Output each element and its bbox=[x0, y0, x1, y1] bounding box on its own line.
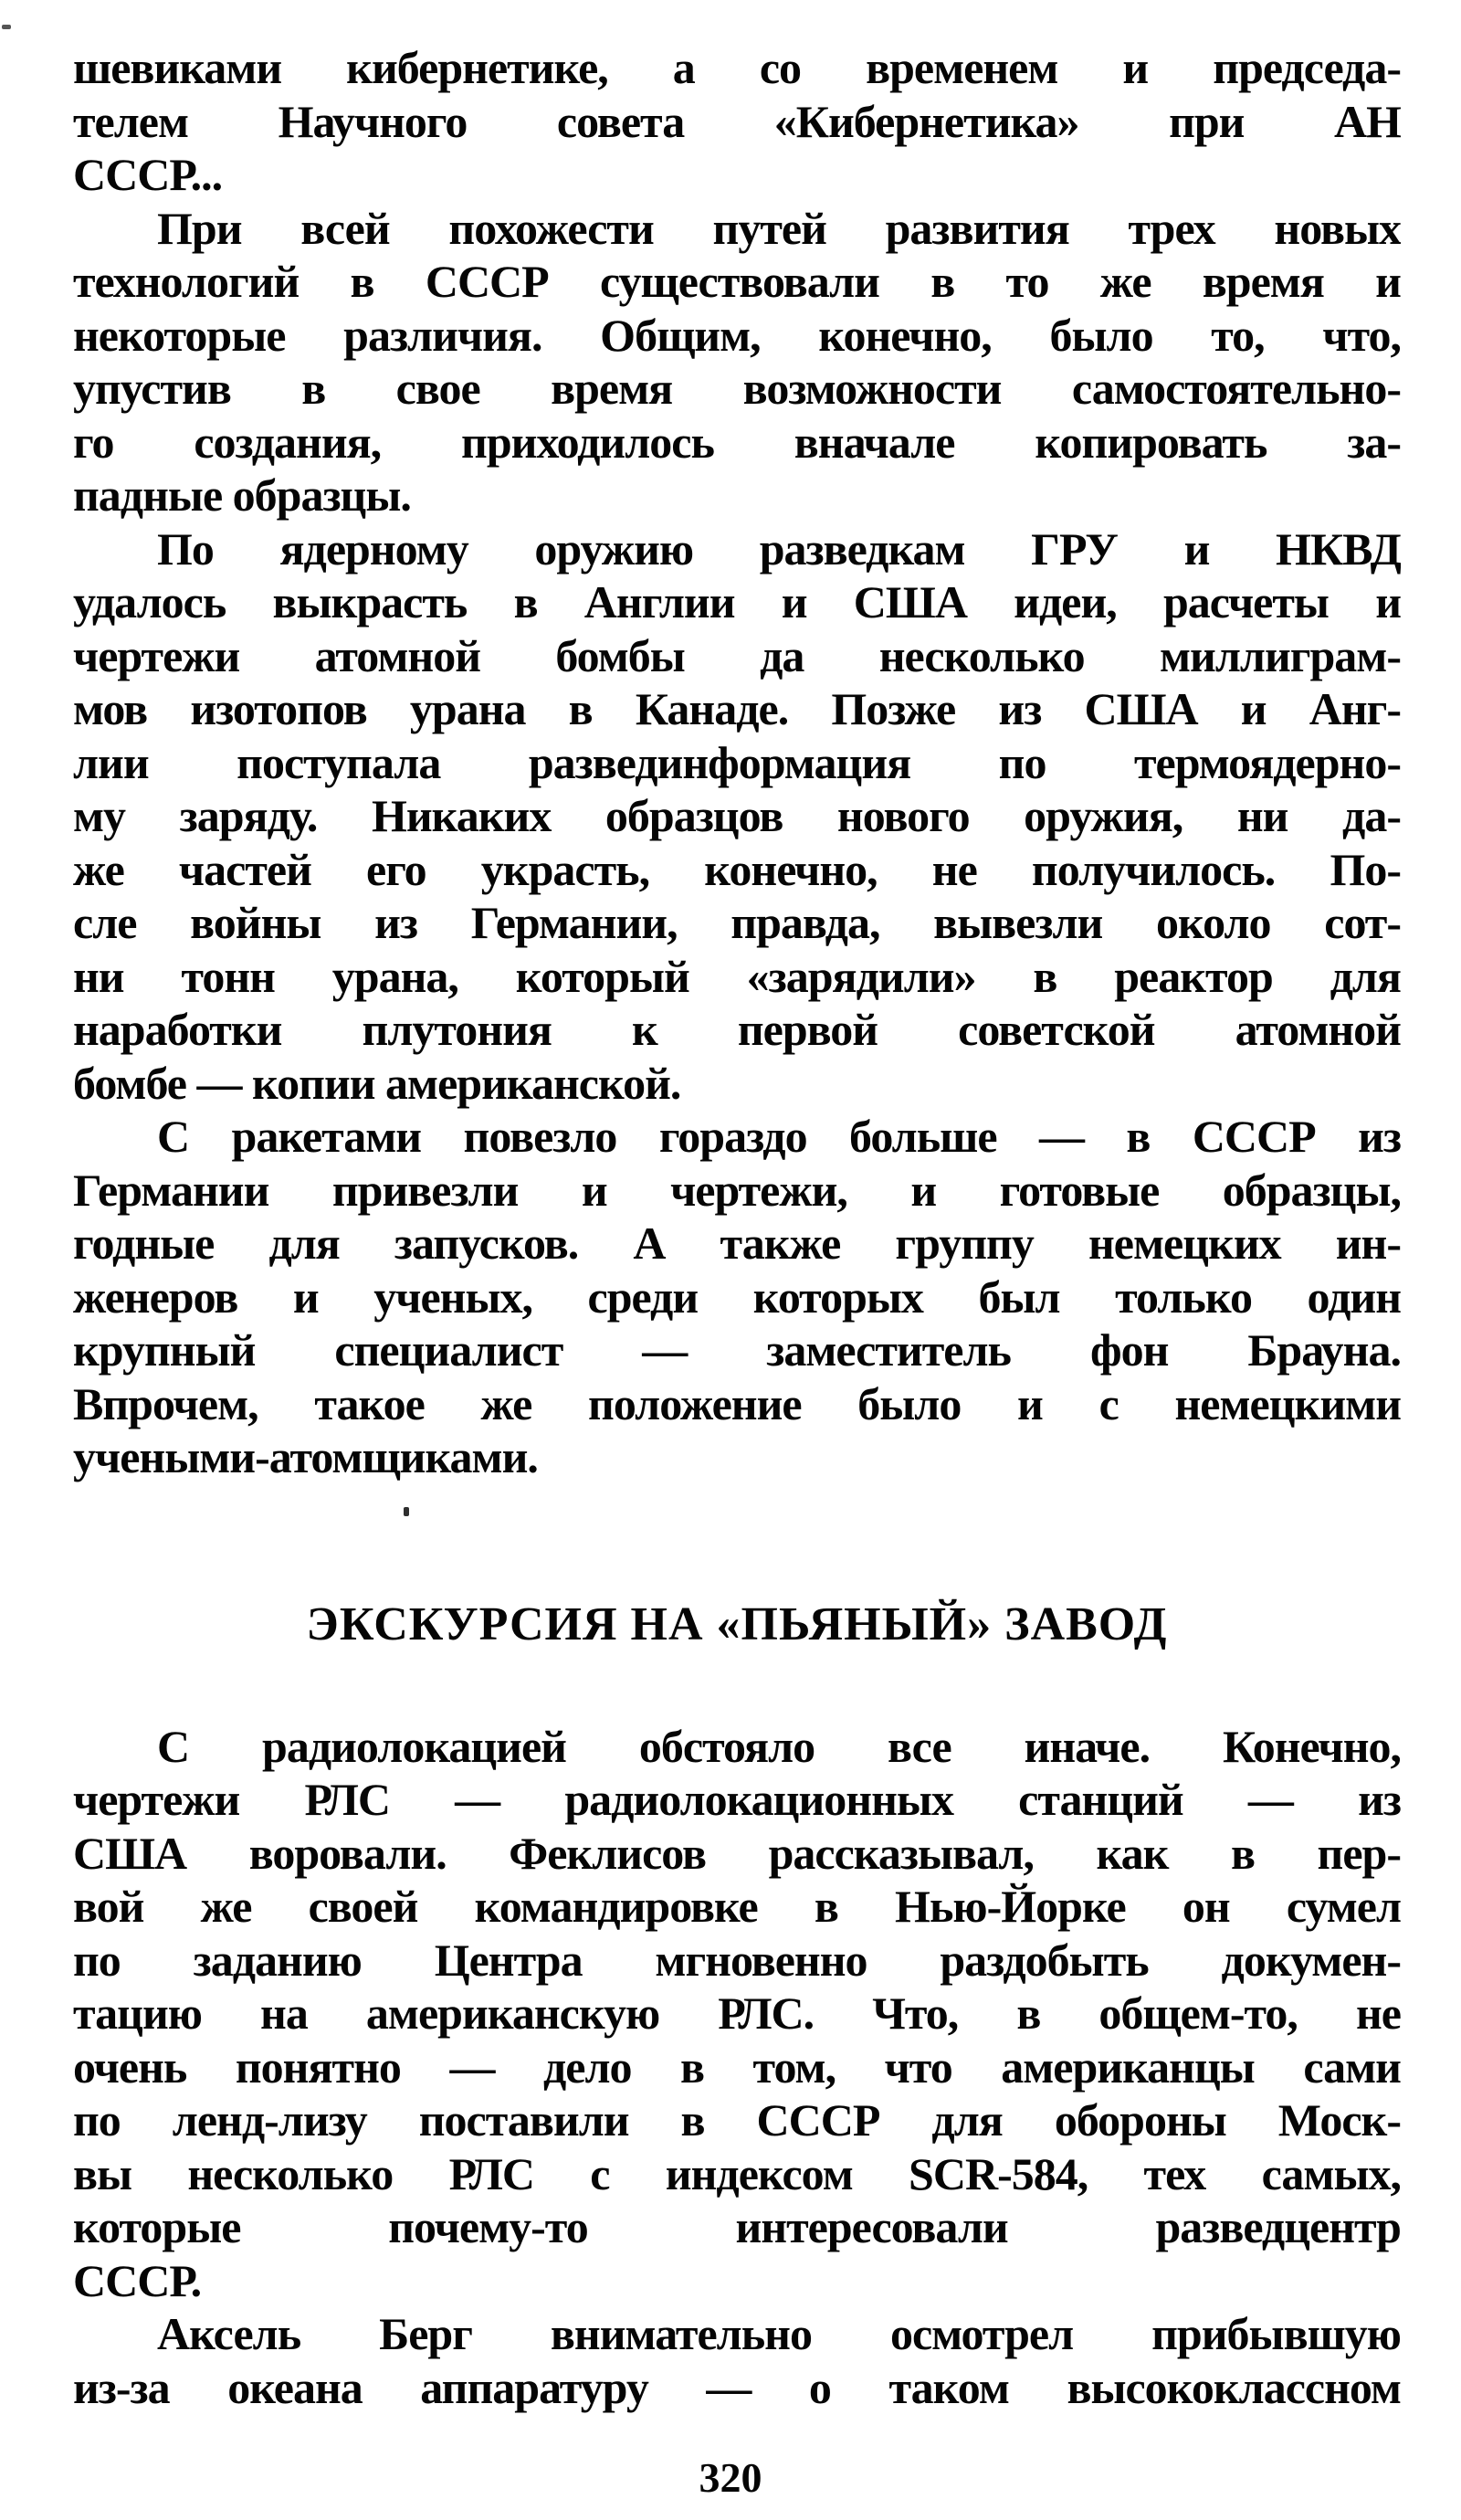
text-line: крупный специалист — заместитель фон Брауна. bbox=[73, 1324, 1401, 1376]
text-line: которые почему-то интересовали разведцентр bbox=[73, 2201, 1401, 2252]
paragraph bbox=[73, 1110, 1401, 1484]
page-number: 320 bbox=[699, 2454, 762, 2501]
text-line: сле войны из Германии, правда, вывезли около сот- bbox=[73, 897, 1401, 948]
text-line: женеров и ученых, среди которых был только один bbox=[73, 1271, 1401, 1323]
paragraph bbox=[73, 41, 1401, 202]
text-line: телем Научного совета «Кибернетика» при АН bbox=[73, 95, 1401, 147]
text-line: СССР. bbox=[73, 2254, 202, 2306]
text-line: При всей похожести путей развития трех новых bbox=[157, 202, 1401, 254]
text-line: очень понятно — дело в том, что американцы сами bbox=[73, 2040, 1401, 2093]
text-line: по заданию Центра мгновенно раздобыть докумен- bbox=[73, 1934, 1401, 1986]
body-text-after-heading bbox=[73, 1720, 1401, 2415]
text-line: наработки плутония к первой советской атомной bbox=[73, 1004, 1401, 1055]
text-line: вы несколько РЛС с индексом SCR-584, тех самых, bbox=[73, 2147, 1401, 2199]
text-line: С радиолокацией обстояло все иначе. Конечно, bbox=[157, 1720, 1401, 1772]
text-line: По ядерному оружию разведкам ГРУ и НКВД bbox=[157, 522, 1401, 575]
text-line: вой же своей командировке в Нью-Йорке он сумел bbox=[73, 1881, 1401, 1932]
text-line: СССР... bbox=[73, 149, 223, 200]
text-line: шевиками кибернетике, а со временем и председа- bbox=[73, 42, 1401, 93]
text-line: из-за океана аппаратуру — о таком высококлассном bbox=[73, 2361, 1401, 2413]
text-column bbox=[73, 41, 1401, 2414]
paragraph bbox=[73, 2307, 1401, 2414]
text-line: го создания, приходилось вначале копировать за- bbox=[73, 416, 1401, 468]
text-line: по ленд-лизу поставили в СССР для обороны Моск- bbox=[73, 2094, 1401, 2146]
text-line: Аксель Берг внимательно осмотрел прибывшую bbox=[157, 2308, 1401, 2359]
text-line: бомбе — копии американской. bbox=[73, 1057, 681, 1109]
text-line: падные образцы. bbox=[73, 469, 411, 521]
paragraph bbox=[73, 522, 1401, 1111]
text-line: Впрочем, такое же положение было и с немецкими bbox=[73, 1377, 1401, 1429]
paragraph bbox=[73, 202, 1401, 522]
text-line: США воровали. Феклисов рассказывал, как в пер- bbox=[73, 1827, 1401, 1879]
text-line: тацию на американскую РЛС. Что, в общем-то, не bbox=[73, 1988, 1401, 2039]
text-line: упустив в свое время возможности самостоятельно- bbox=[73, 363, 1401, 414]
text-line: технологий в СССР существовали в то же время и bbox=[73, 256, 1401, 307]
text-line: же частей его украсть, конечно, не получилось. По- bbox=[73, 843, 1401, 895]
text-line: удалось выкрасть в Англии и США идеи, расчеты и bbox=[73, 576, 1401, 627]
text-line: ни тонн урана, который «зарядили» в реактор для bbox=[73, 950, 1401, 1002]
text-line: чертежи РЛС — радиолокационных станций — из bbox=[73, 1774, 1401, 1825]
text-line: чертежи атомной бомбы да несколько миллиграм- bbox=[73, 629, 1401, 681]
text-line: му заряду. Никаких образцов нового оружия, ни да- bbox=[73, 790, 1401, 841]
text-line: Германии привезли и чертежи, и готовые образцы, bbox=[73, 1164, 1401, 1216]
text-line: годные для запусков. А также группу немецких ин- bbox=[73, 1218, 1401, 1269]
text-line: мов изотопов урана в Канаде. Позже из США и Анг- bbox=[73, 683, 1401, 734]
body-text-before-heading bbox=[73, 41, 1401, 1484]
section-heading: ЭКСКУРСИЯ НА «ПЬЯНЫЙ» ЗАВОД bbox=[306, 1597, 1168, 1650]
text-line: С ракетами повезло гораздо больше — в СССР из bbox=[157, 1111, 1401, 1162]
scan-speck-top-left bbox=[2, 25, 11, 29]
text-line: учеными-атомщиками. bbox=[73, 1431, 538, 1482]
text-line: некоторые различия. Общим, конечно, было то, что, bbox=[73, 309, 1401, 361]
text-line: лии поступала развединформация по термоядерно- bbox=[73, 736, 1401, 788]
paragraph bbox=[73, 1720, 1401, 2308]
